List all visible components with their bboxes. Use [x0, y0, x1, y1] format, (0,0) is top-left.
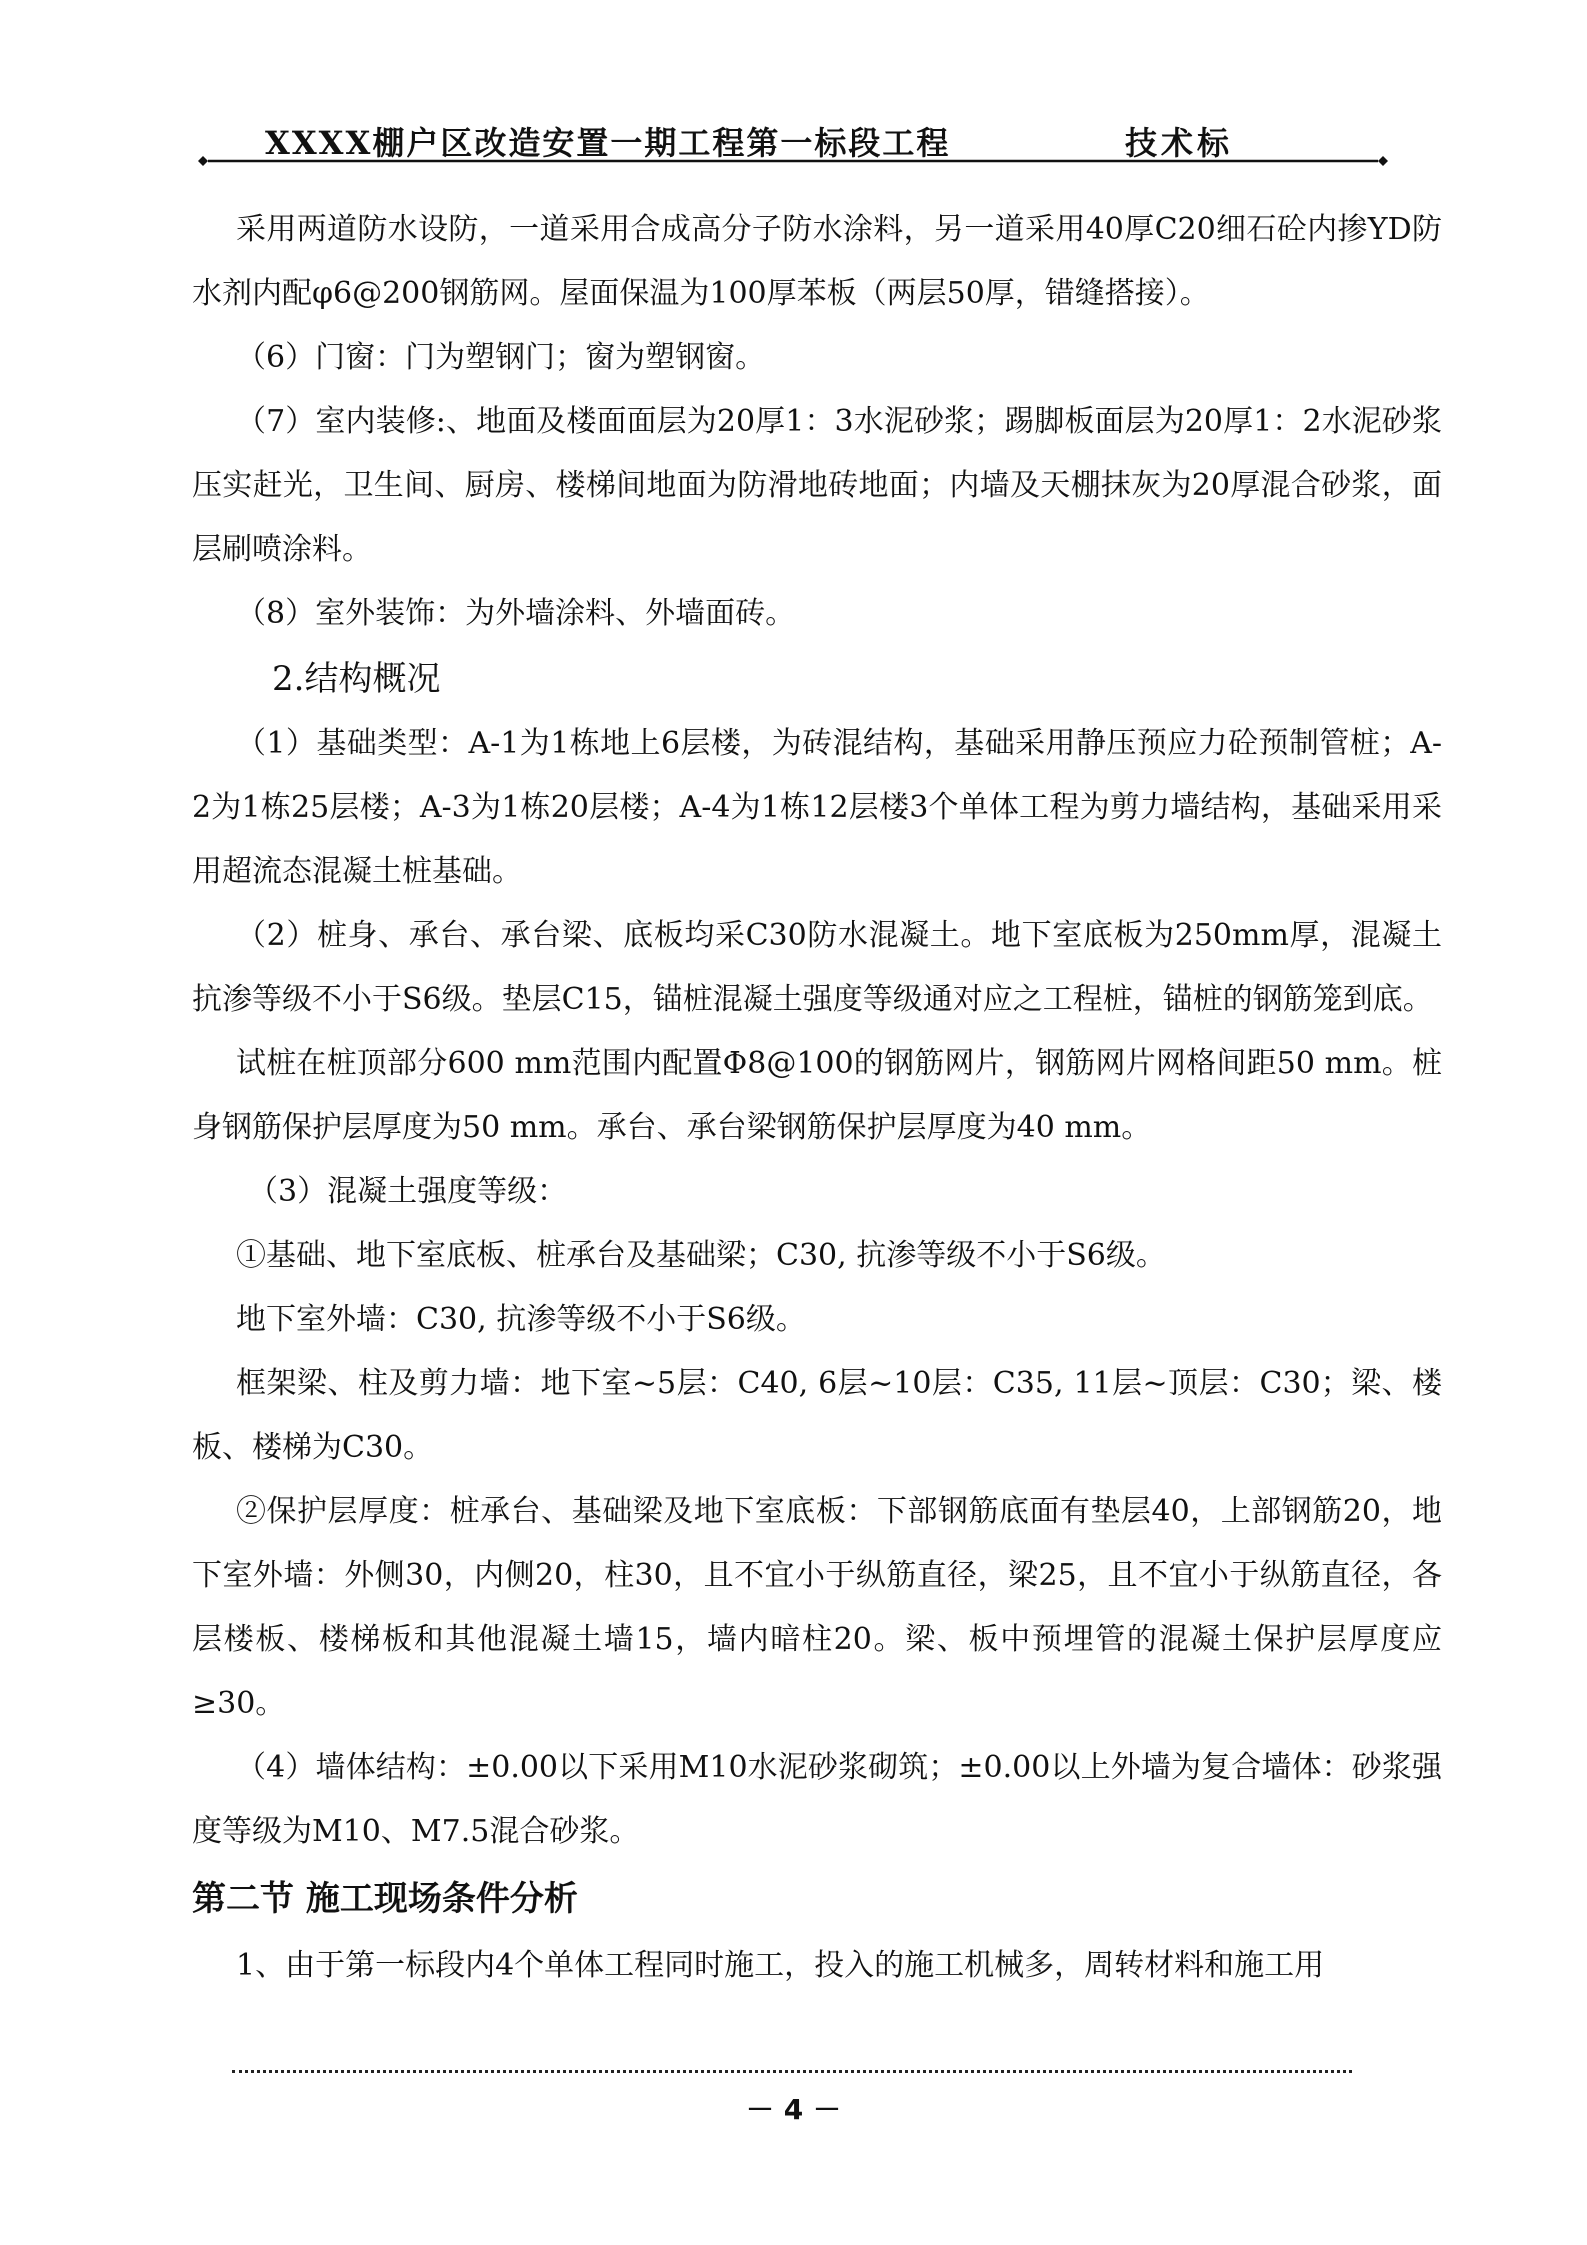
paragraph: （6）门窗：门为塑钢门；窗为塑钢窗。 — [236, 340, 766, 375]
document-body — [192, 198, 1442, 1998]
header-title: XXXX棚户区改造安置一期工程第一标段工程 — [265, 124, 951, 162]
paragraph: （3）混凝土强度等级： — [248, 1174, 568, 1209]
paragraph: （1）基础类型：A-1为1栋地上6层楼，为砖混结构，基础采用静压预应力砼预制管桩；A-2为1栋25层楼；A-3为1栋20层楼；A-4为1栋12层楼3个单体工程为剪力墙结构，基础采用采用超流态混凝土桩基础。 — [192, 726, 1442, 889]
paragraph: （4）墙体结构：±0.00以下采用M10水泥砂浆砌筑；±0.00以上外墙为复合墙体：砂浆强度等级为M10、M7.5混合砂浆。 — [192, 1750, 1442, 1849]
subsection-heading: 2.结构概况 — [272, 659, 441, 699]
header-tag: 技术标 — [1125, 124, 1234, 162]
paragraph: 地下室外墙：C30, 抗渗等级不小于S6级。 — [236, 1302, 806, 1337]
paragraph: （8）室外装饰：为外墙涂料、外墙面砖。 — [236, 596, 796, 631]
header-rule — [198, 156, 1388, 166]
page-header — [195, 118, 1385, 162]
paragraph: 1、由于第一标段内4个单体工程同时施工，投入的施工机械多，周转材料和施工用 — [236, 1948, 1325, 1983]
paragraph: （2）桩身、承台、承台梁、底板均采C30防水混凝土。地下室底板为250mm厚，混凝土抗渗等级不小于S6级。垫层C15，锚桩混凝土强度等级通对应之工程桩，锚桩的钢筋笼到底。 — [192, 918, 1442, 1017]
paragraph: 框架梁、柱及剪力墙：地下室~5层：C40, 6层~10层：C35, 11层~顶层：C30；梁、楼板、楼梯为C30。 — [192, 1366, 1442, 1465]
paragraph: ②保护层厚度：桩承台、基础梁及地下室底板：下部钢筋底面有垫层40，上部钢筋20，地下室外墙：外侧30，内侧20，柱30，且不宜小于纵筋直径，梁25，且不宜小于纵筋直径，各层楼板、楼梯板和其他混凝土墙15，墙内暗柱20。梁、板中预埋管的混凝土保护层厚度应≥30。 — [192, 1494, 1442, 1721]
footer-rule — [232, 2070, 1352, 2073]
section-heading: 第二节 施工现场条件分析 — [192, 1879, 578, 1919]
paragraph: （7）室内装修:、地面及楼面面层为20厚1：3水泥砂浆；踢脚板面层为20厚1：2水泥砂浆压实赶光，卫生间、厨房、楼梯间地面为防滑地砖地面；内墙及天棚抹灰为20厚混合砂浆，面层刷喷涂料。 — [192, 404, 1442, 567]
paragraph: ①基础、地下室底板、桩承台及基础梁；C30, 抗渗等级不小于S6级。 — [236, 1238, 1166, 1273]
paragraph: 试桩在桩顶部分600 mm范围内配置Φ8@100的钢筋网片，钢筋网片网格间距50 mm。桩身钢筋保护层厚度为50 mm。承台、承台梁钢筋保护层厚度为40 mm。 — [192, 1046, 1442, 1145]
paragraph: 采用两道防水设防，一道采用合成高分子防水涂料，另一道采用40厚C20细石砼内掺YD防水剂内配φ6@200钢筋网。屋面保温为100厚苯板（两层50厚，错缝搭接）。 — [192, 212, 1442, 311]
page-number: － 4 － — [746, 2093, 841, 2126]
